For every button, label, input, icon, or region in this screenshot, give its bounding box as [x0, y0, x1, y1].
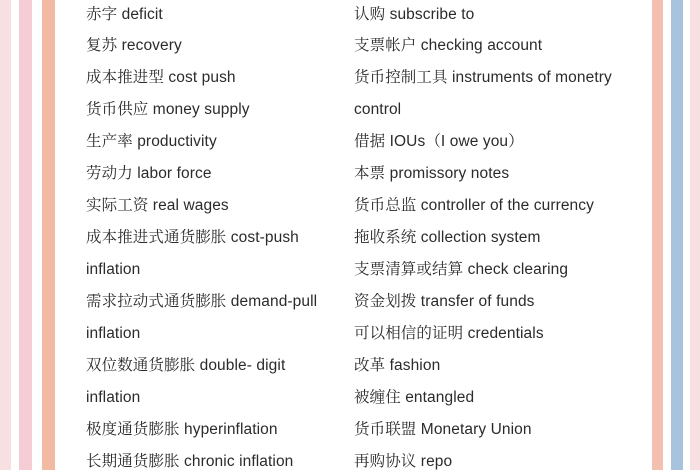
list-item: 生产率 productivity — [86, 133, 217, 150]
right-stripe-2 — [683, 0, 690, 470]
list-item: 改革 fashion — [354, 357, 441, 374]
list-item: inflation — [86, 261, 141, 278]
list-item: 赤字 deficit — [86, 6, 163, 23]
list-item: 双位数通货膨胀 double- digit — [86, 357, 286, 374]
right-stripe-1 — [690, 0, 700, 470]
right-stripe-6 — [644, 0, 652, 470]
list-item: 再购协议 repo — [354, 453, 453, 470]
list-item: 货币联盟 Monetary Union — [354, 421, 532, 438]
list-item: 本票 promissory notes — [354, 165, 510, 182]
vocabulary-column-right — [334, 0, 624, 470]
list-item: inflation — [86, 389, 141, 406]
list-item: 货币总监 controller of the currency — [354, 197, 594, 214]
list-item: 资金划拨 transfer of funds — [354, 293, 535, 310]
list-item: 成本推进型 cost push — [86, 69, 236, 86]
list-item: 货币控制工具 instruments of monetry — [354, 69, 612, 86]
list-item: 极度通货膨胀 hyperinflation — [86, 421, 278, 438]
list-item: 拖收系统 collection system — [354, 229, 541, 246]
list-item: 劳动力 labor force — [86, 165, 212, 182]
left-stripe-3 — [19, 0, 32, 470]
list-item: 被缠住 entangled — [354, 389, 475, 406]
list-item: 支票帐户 checking account — [354, 37, 543, 54]
list-item: 需求拉动式通货膨胀 demand-pull — [86, 293, 318, 310]
list-item: 借据 IOUs（I owe you） — [354, 133, 524, 150]
right-stripe-4 — [663, 0, 671, 470]
list-item: 可以相信的证明 credentials — [354, 325, 544, 342]
list-item: 货币供应 money supply — [86, 101, 250, 118]
left-stripe-6 — [55, 0, 64, 470]
vocabulary-column-left — [64, 0, 334, 470]
list-item: 认购 subscribe to — [354, 6, 475, 23]
right-stripe-5 — [652, 0, 663, 470]
list-item: inflation — [86, 325, 141, 342]
list-item: 实际工资 real wages — [86, 197, 229, 214]
list-item: 长期通货膨胀 chronic inflation — [86, 453, 294, 470]
list-item: 复苏 recovery — [86, 37, 182, 54]
left-stripe-1 — [0, 0, 11, 470]
list-item: 支票清算或结算 check clearing — [354, 261, 569, 278]
left-stripe-5 — [42, 0, 55, 470]
left-stripe-2 — [11, 0, 19, 470]
list-item: 成本推进式通货膨胀 cost-push — [86, 229, 299, 246]
vocabulary-content — [64, 0, 644, 470]
list-item: control — [354, 101, 402, 118]
left-stripe-4 — [32, 0, 42, 470]
right-stripe-3 — [671, 0, 683, 470]
